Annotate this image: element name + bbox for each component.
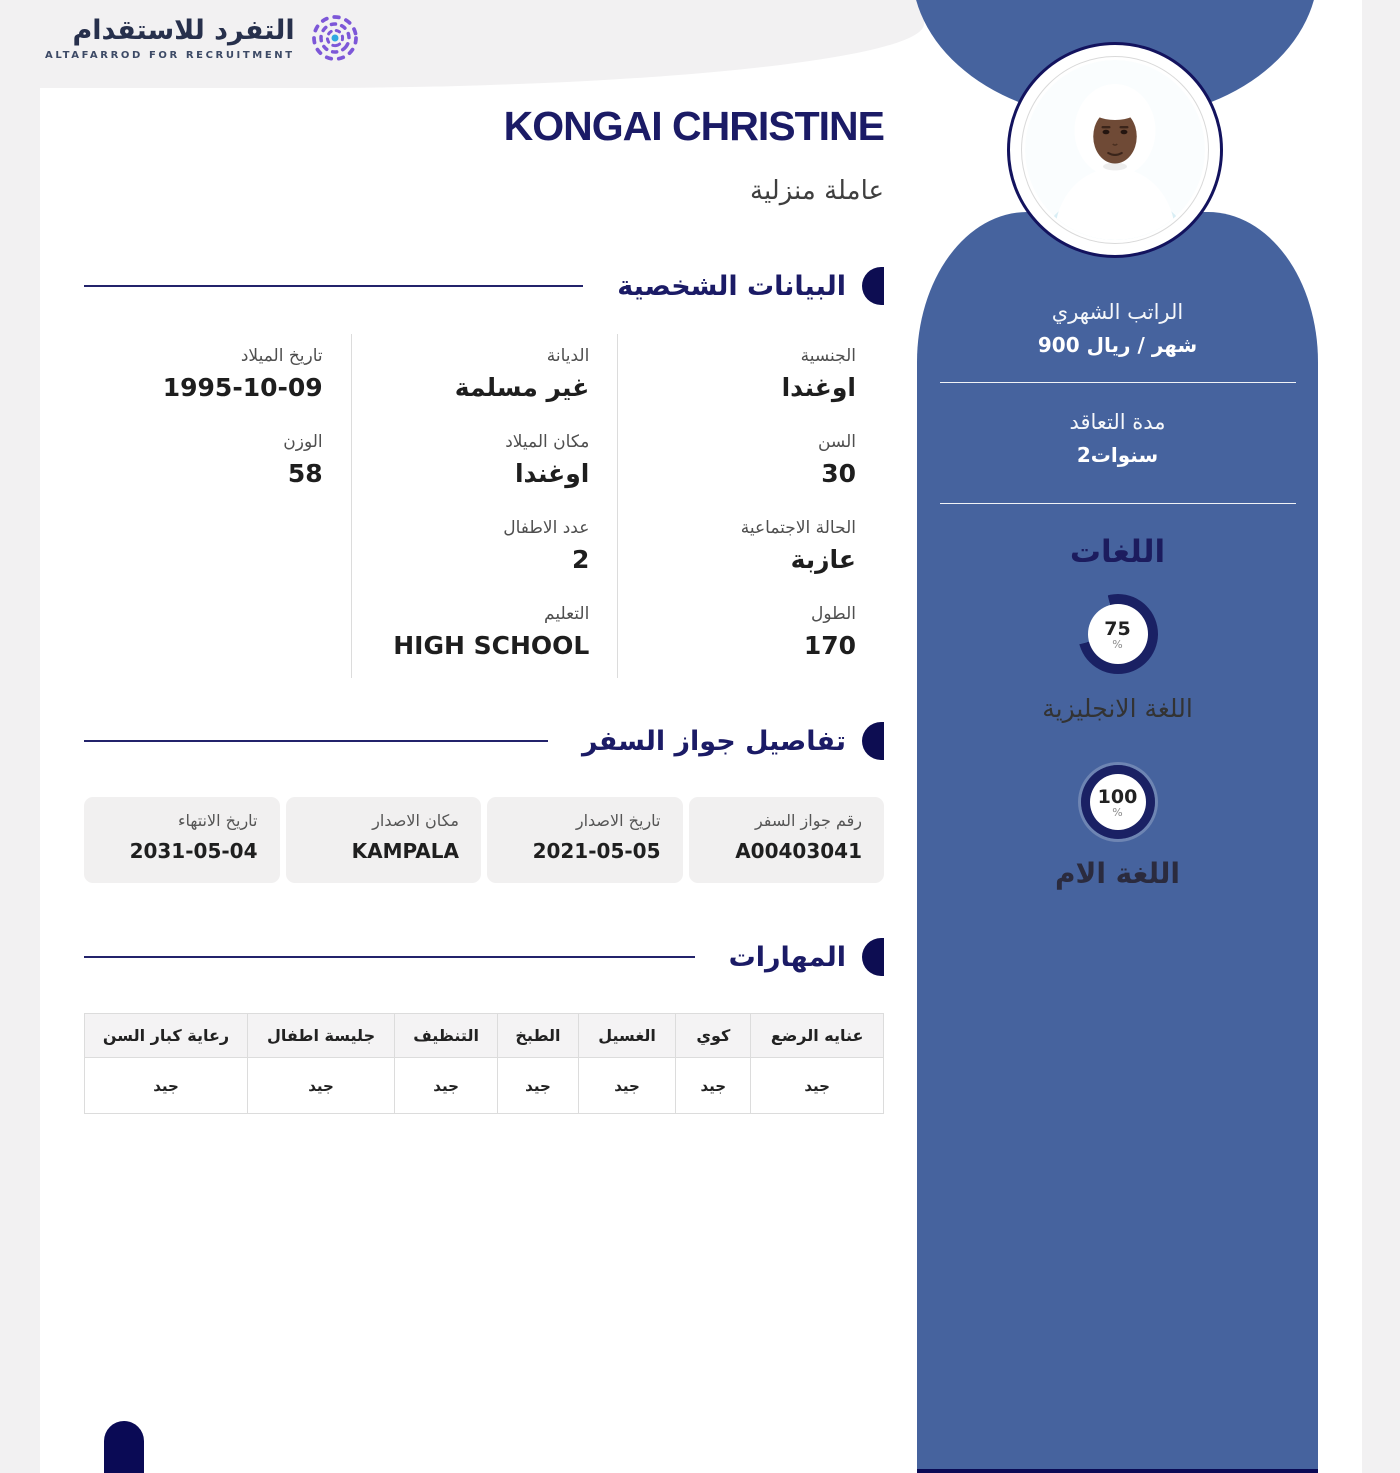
- personal-section-title: البيانات الشخصية: [617, 270, 846, 302]
- skill-column: كوي: [676, 1014, 751, 1058]
- field-children-count: عدد الاطفال 2: [351, 506, 618, 592]
- skill-value: جيد: [498, 1058, 579, 1114]
- languages-title: اللغات: [1069, 534, 1166, 570]
- skills-table: [84, 1013, 884, 1114]
- salary-period: شهر: [1151, 333, 1198, 357]
- skill-column: جليسة اطفال: [248, 1014, 395, 1058]
- percent-sign: %: [1112, 805, 1123, 819]
- passport-section-header: [84, 721, 884, 761]
- mother-tongue-label: اللغة الام: [1054, 857, 1181, 890]
- skills-section-title: المهارات: [728, 941, 846, 973]
- passport-expiry-date-card: تاريخ الانتهاء 2031-05-04: [84, 797, 280, 883]
- skill-value: جيد: [751, 1058, 884, 1114]
- skills-header-row: [85, 1014, 884, 1058]
- candidate-photo-frame: [1007, 42, 1223, 258]
- section-bullet-icon: [862, 938, 884, 976]
- skill-column: التنظيف: [395, 1014, 498, 1058]
- skill-value: جيد: [248, 1058, 395, 1114]
- section-line: [84, 740, 548, 742]
- english-progress-value: 75 %: [1088, 604, 1148, 664]
- salary-separator: /: [1137, 333, 1145, 357]
- agency-name-english: ALTAFARROD FOR RECRUITMENT: [45, 49, 295, 61]
- contract-value: 2سنوات: [1076, 443, 1159, 467]
- mother-tongue-progress-ring: [1081, 765, 1155, 839]
- skills-section-header: [84, 937, 884, 977]
- field-empty: [84, 592, 351, 678]
- percent-sign: %: [1112, 637, 1123, 651]
- candidate-photo: [1025, 60, 1205, 240]
- sidebar-panel: [917, 212, 1318, 1473]
- field-age: السن 30: [617, 420, 884, 506]
- personal-section-header: [84, 266, 884, 306]
- skills-value-row: [85, 1058, 884, 1114]
- skill-value: جيد: [85, 1058, 248, 1114]
- passport-issue-place-card: مكان الاصدار KAMPALA: [286, 797, 482, 883]
- candidate-job-title: عاملة منزلية: [750, 176, 884, 206]
- sidebar-bottom-strip: [917, 1469, 1318, 1473]
- salary-currency: ريال: [1086, 333, 1131, 357]
- passport-number-card: رقم جواز السفر A00403041: [689, 797, 885, 883]
- personal-data-grid: [84, 334, 884, 678]
- candidate-portrait: [1025, 60, 1205, 240]
- section-bullet-icon: [862, 267, 884, 305]
- skill-column: الطبخ: [498, 1014, 579, 1058]
- salary-value: [917, 333, 1318, 357]
- section-bullet-icon: [862, 722, 884, 760]
- field-marital-status: الحالة الاجتماعية عازبة: [617, 506, 884, 592]
- field-weight: الوزن 58: [283, 432, 323, 488]
- agency-logo-icon: [307, 10, 363, 66]
- passport-cards: [84, 797, 884, 883]
- candidate-name: KONGAI CHRISTINE: [503, 103, 884, 149]
- field-education: التعليم HIGH SCHOOL: [351, 592, 618, 678]
- salary-amount: 900: [1037, 333, 1080, 357]
- skill-column: عنايه الرضع: [751, 1014, 884, 1058]
- field-birth-date: تاريخ الميلاد 1995-10-09: [162, 346, 323, 402]
- passport-section-title: تفاصيل جواز السفر: [581, 725, 846, 757]
- contract-label: مدة التعاقد: [1069, 410, 1166, 434]
- skill-column: رعاية كبار السن: [85, 1014, 248, 1058]
- english-language-label: اللغة الانجليزية: [1042, 694, 1193, 723]
- passport-issue-date-card: تاريخ الاصدار 2021-05-05: [487, 797, 683, 883]
- agency-logo-text: [45, 16, 295, 61]
- agency-name-arabic: التفرد للاستقدام: [72, 14, 295, 46]
- english-progress-ring: [1078, 594, 1158, 674]
- main-content: [84, 0, 884, 1114]
- field-empty: [84, 506, 351, 592]
- mother-tongue-progress-value: 100 %: [1090, 774, 1146, 830]
- candidate-photo-inner-ring: [1021, 56, 1209, 244]
- field-birth-place: مكان الميلاد اوغندا: [351, 420, 618, 506]
- skill-value: جيد: [578, 1058, 675, 1114]
- sidebar-divider: [940, 382, 1296, 383]
- salary-label: الراتب الشهري: [1051, 300, 1184, 324]
- bottom-pill-shape: [104, 1421, 144, 1473]
- section-line: [84, 285, 583, 287]
- section-line: [84, 956, 695, 958]
- sidebar-divider: [940, 503, 1296, 504]
- skill-value: جيد: [395, 1058, 498, 1114]
- field-height: الطول 170: [617, 592, 884, 678]
- field-religion: الديانة غير مسلمة: [351, 334, 618, 420]
- skill-value: جيد: [676, 1058, 751, 1114]
- skill-column: الغسيل: [578, 1014, 675, 1058]
- field-nationality: الجنسية اوغندا: [617, 334, 884, 420]
- agency-logo: [45, 10, 363, 66]
